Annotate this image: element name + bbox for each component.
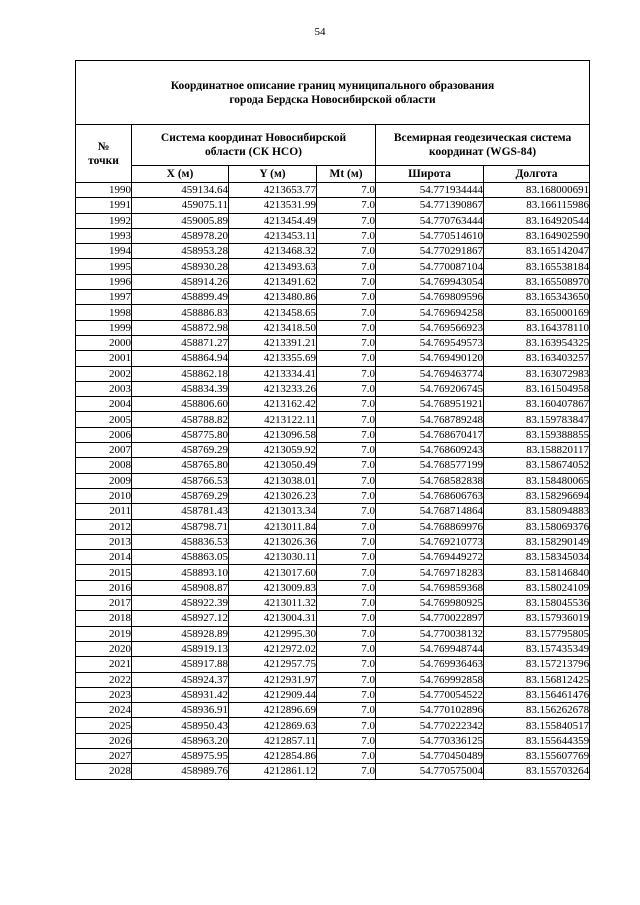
- x-cell: 458930.28: [132, 259, 229, 274]
- y-cell: 4213059.92: [229, 443, 317, 458]
- latitude-cell: 54.771934444: [376, 183, 484, 198]
- x-cell: 458871.27: [132, 335, 229, 350]
- point-number-cell: 1999: [76, 320, 132, 335]
- longitude-cell: 83.164378110: [484, 320, 590, 335]
- point-number-cell: 2026: [76, 733, 132, 748]
- latitude-cell: 54.771390867: [376, 198, 484, 213]
- y-cell: 4212995.30: [229, 626, 317, 641]
- x-cell: 458922.39: [132, 596, 229, 611]
- mt-cell: 7.0: [317, 366, 376, 381]
- x-cell: 458886.83: [132, 305, 229, 320]
- point-number-cell: 2014: [76, 550, 132, 565]
- longitude-cell: 83.158069376: [484, 519, 590, 534]
- y-cell: 4213096.58: [229, 427, 317, 442]
- mt-cell: 7.0: [317, 626, 376, 641]
- point-number-cell: 1995: [76, 259, 132, 274]
- y-cell: 4212972.02: [229, 641, 317, 656]
- latitude-cell: 54.768714864: [376, 504, 484, 519]
- latitude-cell: 54.769859368: [376, 580, 484, 595]
- x-cell: 458899.49: [132, 290, 229, 305]
- table-row: [76, 244, 590, 259]
- y-cell: 4212869.63: [229, 718, 317, 733]
- latitude-cell: 54.769943054: [376, 274, 484, 289]
- latitude-cell: 54.770450489: [376, 748, 484, 763]
- point-number-cell: 2013: [76, 534, 132, 549]
- x-cell: 458775.80: [132, 427, 229, 442]
- coordinates-table: [75, 60, 590, 780]
- x-cell: 458924.37: [132, 672, 229, 687]
- point-number-header-line1: №: [97, 140, 110, 153]
- longitude-cell: 83.160407867: [484, 397, 590, 412]
- mt-cell: 7.0: [317, 458, 376, 473]
- mt-cell: 7.0: [317, 381, 376, 396]
- point-number-header-line2: точки: [88, 154, 119, 167]
- point-number-cell: 1990: [76, 183, 132, 198]
- table-row: [76, 519, 590, 534]
- y-cell: 4213233.26: [229, 381, 317, 396]
- x-cell: 458950.43: [132, 718, 229, 733]
- latitude-cell: 54.769694258: [376, 305, 484, 320]
- longitude-cell: 83.161504958: [484, 381, 590, 396]
- latitude-cell: 54.768670417: [376, 427, 484, 442]
- y-column-header: Y (м): [229, 166, 317, 183]
- point-number-cell: 2021: [76, 657, 132, 672]
- mt-cell: 7.0: [317, 748, 376, 763]
- mt-cell: 7.0: [317, 718, 376, 733]
- y-cell: 4213009.83: [229, 580, 317, 595]
- longitude-cell: 83.165343650: [484, 290, 590, 305]
- x-cell: 458978.20: [132, 228, 229, 243]
- mt-cell: 7.0: [317, 733, 376, 748]
- point-number-cell: 2024: [76, 703, 132, 718]
- mt-cell: 7.0: [317, 764, 376, 779]
- mt-cell: 7.0: [317, 335, 376, 350]
- y-cell: 4213026.36: [229, 534, 317, 549]
- longitude-cell: 83.163072983: [484, 366, 590, 381]
- y-cell: 4213026.23: [229, 488, 317, 503]
- y-cell: 4213468.32: [229, 244, 317, 259]
- x-cell: 458781.43: [132, 504, 229, 519]
- wgs84-header-line1: Всемирная геодезическая система: [393, 132, 572, 144]
- longitude-cell: 83.158045536: [484, 596, 590, 611]
- point-number-cell: 2001: [76, 351, 132, 366]
- x-cell: 458864.94: [132, 351, 229, 366]
- table-title: [76, 61, 590, 125]
- mt-cell: 7.0: [317, 473, 376, 488]
- longitude-cell: 83.156461476: [484, 687, 590, 702]
- latitude-cell: 54.769206745: [376, 381, 484, 396]
- point-number-cell: 1991: [76, 198, 132, 213]
- mt-cell: 7.0: [317, 504, 376, 519]
- table-row: [76, 703, 590, 718]
- x-cell: 459005.89: [132, 213, 229, 228]
- longitude-cell: 83.158094883: [484, 504, 590, 519]
- mt-cell: 7.0: [317, 305, 376, 320]
- x-cell: 458989.76: [132, 764, 229, 779]
- y-cell: 4213011.84: [229, 519, 317, 534]
- y-cell: 4213162.42: [229, 397, 317, 412]
- latitude-cell: 54.770336125: [376, 733, 484, 748]
- latitude-cell: 54.770222342: [376, 718, 484, 733]
- point-number-cell: 2018: [76, 611, 132, 626]
- longitude-cell: 83.168000691: [484, 183, 590, 198]
- page-number: 54: [314, 26, 326, 38]
- table-row: [76, 335, 590, 350]
- table-row: [76, 274, 590, 289]
- table-row: [76, 397, 590, 412]
- y-cell: 4213038.01: [229, 473, 317, 488]
- latitude-cell: 54.768606763: [376, 488, 484, 503]
- table-row: [76, 443, 590, 458]
- longitude-cell: 83.164902590: [484, 228, 590, 243]
- latitude-cell: 54.770022897: [376, 611, 484, 626]
- x-column-header: X (м): [132, 166, 229, 183]
- longitude-cell: 83.158820117: [484, 443, 590, 458]
- point-number-cell: 2022: [76, 672, 132, 687]
- x-cell: 459075.11: [132, 198, 229, 213]
- x-cell: 458798.71: [132, 519, 229, 534]
- latitude-cell: 54.770038132: [376, 626, 484, 641]
- point-number-cell: 2004: [76, 397, 132, 412]
- latitude-cell: 54.769980925: [376, 596, 484, 611]
- x-cell: 458863.05: [132, 550, 229, 565]
- longitude-cell: 83.157795805: [484, 626, 590, 641]
- latitude-cell: 54.769718283: [376, 565, 484, 580]
- table-row: [76, 565, 590, 580]
- mt-cell: 7.0: [317, 259, 376, 274]
- table-row: [76, 305, 590, 320]
- x-cell: 458908.87: [132, 580, 229, 595]
- longitude-cell: 83.155607769: [484, 748, 590, 763]
- y-cell: 4213453.11: [229, 228, 317, 243]
- table-row: [76, 626, 590, 641]
- longitude-cell: 83.163954325: [484, 335, 590, 350]
- latitude-cell: 54.770102896: [376, 703, 484, 718]
- latitude-cell: 54.769992858: [376, 672, 484, 687]
- point-number-header: [76, 125, 132, 183]
- point-number-cell: 2007: [76, 443, 132, 458]
- table-row: [76, 351, 590, 366]
- table-row: [76, 228, 590, 243]
- mt-cell: 7.0: [317, 244, 376, 259]
- longitude-cell: 83.158146840: [484, 565, 590, 580]
- y-cell: 4213004.31: [229, 611, 317, 626]
- table-row: [76, 427, 590, 442]
- table-row: [76, 458, 590, 473]
- mt-cell: 7.0: [317, 565, 376, 580]
- latitude-cell: 54.770575004: [376, 764, 484, 779]
- table-title-line2: города Бердска Новосибирской области: [229, 93, 436, 106]
- latitude-cell: 54.770087104: [376, 259, 484, 274]
- longitude-cell: 83.166115986: [484, 198, 590, 213]
- latitude-cell: 54.768577199: [376, 458, 484, 473]
- table-title-line1: Координатное описание границ муниципального образования: [170, 79, 495, 92]
- point-number-cell: 2023: [76, 687, 132, 702]
- y-cell: 4212861.12: [229, 764, 317, 779]
- table-row: [76, 381, 590, 396]
- table-row: [76, 290, 590, 305]
- x-cell: 458836.53: [132, 534, 229, 549]
- latitude-cell: 54.768869976: [376, 519, 484, 534]
- x-cell: 458806.60: [132, 397, 229, 412]
- mt-cell: 7.0: [317, 703, 376, 718]
- latitude-cell: 54.769210773: [376, 534, 484, 549]
- mt-cell: 7.0: [317, 427, 376, 442]
- point-number-cell: 2009: [76, 473, 132, 488]
- mt-cell: 7.0: [317, 351, 376, 366]
- x-cell: 458788.82: [132, 412, 229, 427]
- sk-nso-header-line2: области (СК НСО): [204, 146, 303, 158]
- longitude-cell: 83.155840517: [484, 718, 590, 733]
- point-number-cell: 2003: [76, 381, 132, 396]
- table-row: [76, 641, 590, 656]
- table-row: [76, 473, 590, 488]
- longitude-cell: 83.155703264: [484, 764, 590, 779]
- table-row: [76, 320, 590, 335]
- mt-cell: 7.0: [317, 443, 376, 458]
- table-row: [76, 412, 590, 427]
- longitude-cell: 83.157936019: [484, 611, 590, 626]
- longitude-cell: 83.165000169: [484, 305, 590, 320]
- x-cell: 458919.13: [132, 641, 229, 656]
- point-number-cell: 2017: [76, 596, 132, 611]
- longitude-cell: 83.159783847: [484, 412, 590, 427]
- y-cell: 4212957.75: [229, 657, 317, 672]
- y-cell: 4213030.11: [229, 550, 317, 565]
- latitude-cell: 54.769809596: [376, 290, 484, 305]
- latitude-cell: 54.768789248: [376, 412, 484, 427]
- x-cell: 458872.98: [132, 320, 229, 335]
- x-cell: 458917.88: [132, 657, 229, 672]
- mt-column-header: Mt (м): [317, 166, 376, 183]
- mt-cell: 7.0: [317, 198, 376, 213]
- point-number-cell: 2012: [76, 519, 132, 534]
- point-number-cell: 2015: [76, 565, 132, 580]
- longitude-cell: 83.158674052: [484, 458, 590, 473]
- latitude-cell: 54.769463774: [376, 366, 484, 381]
- longitude-cell: 83.157213796: [484, 657, 590, 672]
- table-row: [76, 733, 590, 748]
- mt-cell: 7.0: [317, 183, 376, 198]
- latitude-cell: 54.768951921: [376, 397, 484, 412]
- x-cell: 458769.29: [132, 443, 229, 458]
- mt-cell: 7.0: [317, 534, 376, 549]
- y-cell: 4213355.69: [229, 351, 317, 366]
- mt-cell: 7.0: [317, 580, 376, 595]
- table-row: [76, 488, 590, 503]
- x-cell: 458862.18: [132, 366, 229, 381]
- table-row: [76, 504, 590, 519]
- table-row: [76, 687, 590, 702]
- point-number-cell: 1993: [76, 228, 132, 243]
- x-cell: 458834.39: [132, 381, 229, 396]
- y-cell: 4212857.11: [229, 733, 317, 748]
- point-number-cell: 2005: [76, 412, 132, 427]
- mt-cell: 7.0: [317, 228, 376, 243]
- point-number-cell: 2028: [76, 764, 132, 779]
- table-row: [76, 596, 590, 611]
- y-cell: 4213391.21: [229, 335, 317, 350]
- x-cell: 458765.80: [132, 458, 229, 473]
- latitude-cell: 54.769449272: [376, 550, 484, 565]
- x-cell: 458769.29: [132, 488, 229, 503]
- wgs84-header-line2: координат (WGS-84): [428, 146, 537, 158]
- table-row: [76, 183, 590, 198]
- mt-cell: 7.0: [317, 320, 376, 335]
- latitude-cell: 54.769566923: [376, 320, 484, 335]
- longitude-cell: 83.158480065: [484, 473, 590, 488]
- y-cell: 4213454.49: [229, 213, 317, 228]
- point-number-cell: 2020: [76, 641, 132, 656]
- y-cell: 4213011.32: [229, 596, 317, 611]
- x-cell: 458963.20: [132, 733, 229, 748]
- wgs84-header: [376, 125, 590, 166]
- latitude-cell: 54.770291867: [376, 244, 484, 259]
- mt-cell: 7.0: [317, 687, 376, 702]
- longitude-cell: 83.156812425: [484, 672, 590, 687]
- longitude-cell: 83.165142047: [484, 244, 590, 259]
- latitude-cell: 54.768582838: [376, 473, 484, 488]
- table-row: [76, 611, 590, 626]
- mt-cell: 7.0: [317, 672, 376, 687]
- longitude-cell: 83.156262678: [484, 703, 590, 718]
- y-cell: 4213458.65: [229, 305, 317, 320]
- point-number-cell: 1996: [76, 274, 132, 289]
- y-cell: 4213531.99: [229, 198, 317, 213]
- table-row: [76, 198, 590, 213]
- x-cell: 459134.64: [132, 183, 229, 198]
- latitude-column-header: Широта: [376, 166, 484, 183]
- point-number-cell: 2019: [76, 626, 132, 641]
- table-row: [76, 764, 590, 779]
- latitude-cell: 54.769490120: [376, 351, 484, 366]
- point-number-cell: 1997: [76, 290, 132, 305]
- point-number-cell: 1994: [76, 244, 132, 259]
- longitude-column-header: Долгота: [484, 166, 590, 183]
- point-number-cell: 2025: [76, 718, 132, 733]
- x-cell: 458928.89: [132, 626, 229, 641]
- point-number-cell: 1998: [76, 305, 132, 320]
- point-number-cell: 2016: [76, 580, 132, 595]
- y-cell: 4213493.63: [229, 259, 317, 274]
- y-cell: 4212896.69: [229, 703, 317, 718]
- latitude-cell: 54.769948744: [376, 641, 484, 656]
- x-cell: 458931.42: [132, 687, 229, 702]
- x-cell: 458953.28: [132, 244, 229, 259]
- longitude-cell: 83.165508970: [484, 274, 590, 289]
- table-row: [76, 657, 590, 672]
- x-cell: 458975.95: [132, 748, 229, 763]
- x-cell: 458936.91: [132, 703, 229, 718]
- latitude-cell: 54.770054522: [376, 687, 484, 702]
- table-row: [76, 550, 590, 565]
- point-number-cell: 2000: [76, 335, 132, 350]
- latitude-cell: 54.769549573: [376, 335, 484, 350]
- longitude-cell: 83.157435349: [484, 641, 590, 656]
- longitude-cell: 83.159388855: [484, 427, 590, 442]
- y-cell: 4213480.86: [229, 290, 317, 305]
- point-number-cell: 2011: [76, 504, 132, 519]
- longitude-cell: 83.158296694: [484, 488, 590, 503]
- table-row: [76, 213, 590, 228]
- sk-nso-header-line1: Система координат Новосибирской: [160, 132, 347, 144]
- table-row: [76, 366, 590, 381]
- longitude-cell: 83.155644359: [484, 733, 590, 748]
- x-cell: 458766.53: [132, 473, 229, 488]
- mt-cell: 7.0: [317, 397, 376, 412]
- latitude-cell: 54.770763444: [376, 213, 484, 228]
- longitude-cell: 83.158290149: [484, 534, 590, 549]
- longitude-cell: 83.165538184: [484, 259, 590, 274]
- mt-cell: 7.0: [317, 213, 376, 228]
- y-cell: 4213418.50: [229, 320, 317, 335]
- latitude-cell: 54.770514610: [376, 228, 484, 243]
- y-cell: 4212909.44: [229, 687, 317, 702]
- point-number-cell: 2027: [76, 748, 132, 763]
- y-cell: 4213334.41: [229, 366, 317, 381]
- y-cell: 4212854.86: [229, 748, 317, 763]
- table-row: [76, 534, 590, 549]
- y-cell: 4213013.34: [229, 504, 317, 519]
- y-cell: 4213653.77: [229, 183, 317, 198]
- y-cell: 4213017.60: [229, 565, 317, 580]
- longitude-cell: 83.158345034: [484, 550, 590, 565]
- mt-cell: 7.0: [317, 596, 376, 611]
- point-number-cell: 1992: [76, 213, 132, 228]
- mt-cell: 7.0: [317, 274, 376, 289]
- table-row: [76, 672, 590, 687]
- point-number-cell: 2010: [76, 488, 132, 503]
- longitude-cell: 83.163403257: [484, 351, 590, 366]
- latitude-cell: 54.768609243: [376, 443, 484, 458]
- table-body: [76, 183, 590, 780]
- mt-cell: 7.0: [317, 290, 376, 305]
- latitude-cell: 54.769936463: [376, 657, 484, 672]
- point-number-cell: 2008: [76, 458, 132, 473]
- table-row: [76, 259, 590, 274]
- mt-cell: 7.0: [317, 611, 376, 626]
- table-row: [76, 580, 590, 595]
- y-cell: 4213122.11: [229, 412, 317, 427]
- x-cell: 458914.26: [132, 274, 229, 289]
- mt-cell: 7.0: [317, 641, 376, 656]
- table-row: [76, 748, 590, 763]
- point-number-cell: 2002: [76, 366, 132, 381]
- x-cell: 458927.12: [132, 611, 229, 626]
- longitude-cell: 83.164920544: [484, 213, 590, 228]
- mt-cell: 7.0: [317, 519, 376, 534]
- longitude-cell: 83.158024109: [484, 580, 590, 595]
- y-cell: 4213050.49: [229, 458, 317, 473]
- mt-cell: 7.0: [317, 657, 376, 672]
- mt-cell: 7.0: [317, 550, 376, 565]
- mt-cell: 7.0: [317, 488, 376, 503]
- sk-nso-header: [132, 125, 376, 166]
- y-cell: 4213491.62: [229, 274, 317, 289]
- table-row: [76, 718, 590, 733]
- mt-cell: 7.0: [317, 412, 376, 427]
- y-cell: 4212931.97: [229, 672, 317, 687]
- x-cell: 458893.10: [132, 565, 229, 580]
- point-number-cell: 2006: [76, 427, 132, 442]
